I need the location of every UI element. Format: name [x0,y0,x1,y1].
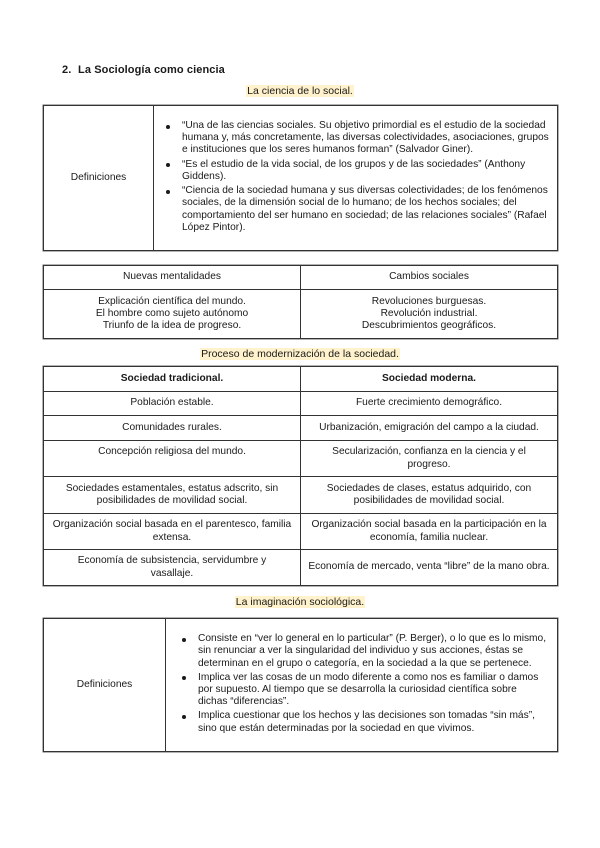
definiciones-table [43,105,558,251]
table-cell: Sociedades estamentales, estatus adscrito, sin posibilidades de movilidad social. [44,477,301,514]
list-item: “Una de las ciencias sociales. Su objetivo primordial es el estudio de la sociedad humana y, más concretamente, las diversas colectividades, asociaciones, grupos e instituciones que los seres humanos forman” (Salvador Giner). [182,120,551,157]
imaginacion-table [43,618,558,752]
cell-line: Revoluciones burguesas. [371,295,487,307]
header-sociedad-moderna: Sociedad moderna. [301,367,558,392]
list-item: Implica ver las cosas de un modo diferente a como nos es familiar o damos por supuesto. Al tiempo que se desarrolla la curiosidad científica sobre dichas “diferencias”. [198,672,549,709]
list-item: Implica cuestionar que los hechos y las decisiones son tomadas “sin más”, sino que están determinadas por la sociedad en que vivimos. [198,710,549,734]
table-cell: Concepción religiosa del mundo. [44,441,301,477]
table-row [44,106,558,251]
table-cell: Sociedades de clases, estatus adquirido, con posibilidades de movilidad social. [301,477,558,514]
cell-line: Revolución industrial. [380,307,478,319]
table-row [44,550,558,586]
table-row [44,441,558,477]
table-cell: Organización social basada en el parentesco, familia extensa. [44,514,301,550]
table-header-row [44,367,558,392]
definiciones-cell [154,106,558,251]
highlighted-caption: Proceso de modernización de la sociedad. [201,348,399,360]
table-cell: Secularización, confianza en la ciencia y el progreso. [301,441,558,477]
table-cell: Economía de subsistencia, servidumbre y vasallaje. [44,550,301,586]
table-cell: Población estable. [44,392,301,416]
caption-modernizacion [0,348,600,360]
section-number: 2. [62,64,72,76]
nuevas-mentalidades-cell [44,290,301,339]
table-row [44,290,558,339]
table-cell: Organización social basada en la participación en la economía, familia nuclear. [301,514,558,550]
table-cell: Fuerte crecimiento demográfico. [301,392,558,416]
header-cambios-sociales: Cambios sociales [301,266,558,290]
section-title: La Sociología como ciencia [78,64,225,76]
cell-line: Triunfo de la idea de progreso. [102,320,242,332]
table-cell: Urbanización, emigración del campo a la ciudad. [301,416,558,441]
imaginacion-cell [166,619,558,752]
table-row [44,392,558,416]
modernizacion-table [43,366,558,586]
cambios-sociales-cell [301,290,558,339]
imaginacion-label: Definiciones [44,619,166,752]
header-nuevas-mentalidades: Nuevas mentalidades [44,266,301,290]
caption-ciencia-social [0,85,600,97]
table-cell: Comunidades rurales. [44,416,301,441]
list-item: Consiste en “ver lo general en lo particular” (P. Berger), o lo que es lo mismo, sin renunciar a ver la singularidad del individuo y sus acciones, éstas se determinan en el grupo o categoría, en la sociedad a la que se pertenece. [198,633,549,670]
highlighted-caption: La ciencia de lo social. [247,85,353,97]
cell-line: Explicación científica del mundo. [98,295,246,307]
highlighted-caption: La imaginación sociológica. [235,596,365,608]
cell-line: Descubrimientos geográficos. [361,320,497,332]
header-sociedad-tradicional: Sociedad tradicional. [44,367,301,392]
table-row [44,416,558,441]
cell-line: El hombre como sujeto autónomo [95,307,249,319]
definiciones-list [154,117,557,239]
table-cell: Economía de mercado, venta “libre” de la mano obra. [301,550,558,586]
table-row [44,477,558,514]
imaginacion-list [166,630,557,740]
list-item: “Es el estudio de la vida social, de los grupos y de las sociedades” (Anthony Giddens). [182,159,551,183]
caption-imaginacion [0,596,600,608]
cambios-table [43,265,558,339]
table-row [44,514,558,550]
definiciones-label: Definiciones [44,106,154,251]
table-header-row [44,266,558,290]
section-heading [62,64,225,76]
list-item: “Ciencia de la sociedad humana y sus diversas colectividades; de los fenómenos sociales, de la dimensión social de lo humano; de los hechos sociales; del comportamiento del ser humano en sociedad; de las relaciones sociales” (Rafael López Pintor). [182,185,551,234]
table-row [44,619,558,752]
